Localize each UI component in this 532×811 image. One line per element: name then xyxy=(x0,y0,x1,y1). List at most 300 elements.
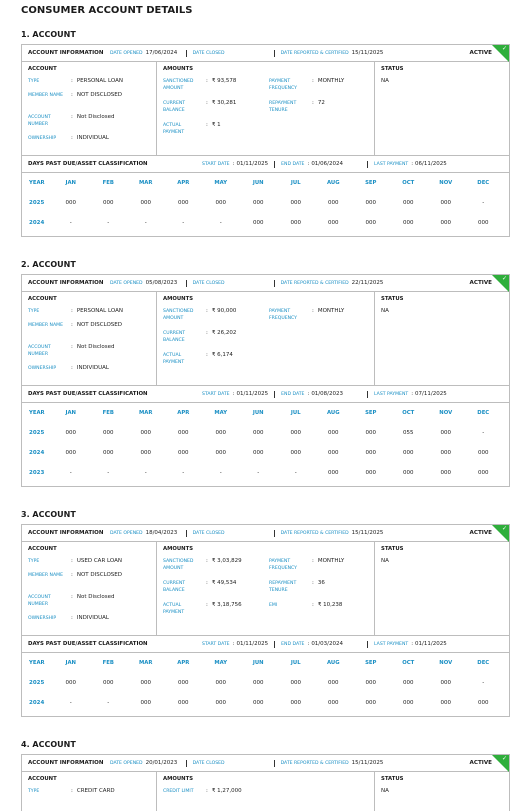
member-name-field-value: NOT DISCLOSED xyxy=(76,572,122,578)
grid-cell: 000 xyxy=(103,680,114,686)
colon: : xyxy=(312,100,314,106)
check-icon: ✓ xyxy=(501,45,507,52)
date-opened-value: 17/06/2024 xyxy=(145,50,178,56)
account-number-field-label: ACCOUNT NUMBER xyxy=(28,115,51,127)
ownership-field-label: OWNERSHIP xyxy=(28,616,57,621)
dpd-grid-row xyxy=(22,443,509,463)
grid-cell: 000 xyxy=(178,430,189,436)
grid-cell: 000 xyxy=(215,450,226,456)
type-field-value: CREDIT CARD xyxy=(76,788,115,794)
grid-header-cell: MAY xyxy=(214,410,228,416)
status-value: NA xyxy=(381,78,389,84)
grid-cell: - xyxy=(69,700,72,706)
date-closed-label: DATE CLOSED xyxy=(192,280,225,286)
grid-cell: 000 xyxy=(328,220,339,226)
grid-cell: 2024 xyxy=(29,700,45,706)
page-title: CONSUMER ACCOUNT DETAILS xyxy=(21,5,193,16)
ownership-field-label: OWNERSHIP xyxy=(28,136,57,141)
colon: : xyxy=(206,330,208,336)
grid-cell: 2025 xyxy=(29,680,45,686)
grid-cell: 000 xyxy=(65,200,76,206)
grid-cell: 000 xyxy=(365,470,376,476)
grid-cell: 000 xyxy=(215,700,226,706)
dpd-grid-row xyxy=(22,423,509,443)
current-balance-field-label: CURRENT BALANCE xyxy=(163,581,186,593)
grid-cell: 2024 xyxy=(29,220,45,226)
type-field xyxy=(28,308,123,315)
amounts-column xyxy=(157,542,375,635)
grid-cell: 000 xyxy=(140,700,151,706)
colon: : xyxy=(411,161,414,167)
account-information-title: ACCOUNT INFORMATION xyxy=(28,530,104,536)
separator xyxy=(274,530,275,537)
end-date-value: 01/06/2024 xyxy=(311,161,344,167)
grid-cell: 000 xyxy=(478,470,489,476)
grid-cell: 000 xyxy=(440,220,451,226)
amounts-column-title: AMOUNTS xyxy=(163,546,194,552)
grid-cell: 000 xyxy=(65,430,76,436)
emi-field-label: EMI xyxy=(269,603,278,608)
type-field-label: TYPE xyxy=(28,559,40,564)
colon: : xyxy=(312,580,314,586)
grid-header-cell: AUG xyxy=(326,660,340,666)
grid-cell: 000 xyxy=(328,200,339,206)
date-opened-label: DATE OPENED xyxy=(110,530,143,536)
separator xyxy=(274,391,275,398)
separator xyxy=(186,760,187,767)
grid-cell: - xyxy=(107,700,110,706)
start-date-value: 01/11/2025 xyxy=(236,161,269,167)
start-date-label: START DATE xyxy=(202,391,230,397)
actual-payment-field-label: ACTUAL PAYMENT xyxy=(163,123,185,135)
grid-cell: 000 xyxy=(403,200,414,206)
payment-frequency-field-value: MONTHLY xyxy=(317,78,345,84)
date-opened-value: 05/08/2023 xyxy=(145,280,178,286)
separator xyxy=(186,280,187,287)
grid-cell: 000 xyxy=(328,680,339,686)
grid-cell: 2025 xyxy=(29,430,45,436)
colon: : xyxy=(71,344,73,350)
repayment-tenure-field-value: 36 xyxy=(317,580,325,586)
ownership-field-value: INDIVIDUAL xyxy=(76,365,109,371)
type-field-label: TYPE xyxy=(28,309,40,314)
member-name-field xyxy=(28,92,122,99)
separator xyxy=(274,280,275,287)
grid-cell: 000 xyxy=(290,680,301,686)
colon: : xyxy=(312,558,314,564)
grid-cell: 000 xyxy=(365,700,376,706)
active-corner xyxy=(492,275,509,292)
dpd-grid-row xyxy=(22,673,509,693)
separator xyxy=(367,391,368,398)
separator xyxy=(274,760,275,767)
grid-header-cell: FEB xyxy=(102,180,114,186)
grid-cell: 000 xyxy=(478,700,489,706)
status-column-title: STATUS xyxy=(381,296,404,302)
grid-cell: 000 xyxy=(403,700,414,706)
last-payment-value: 01/11/2025 xyxy=(415,641,447,647)
date-reported-label: DATE REPORTED & CERTIFIED xyxy=(280,280,349,286)
emi-field-value: ₹ 10,238 xyxy=(317,602,343,608)
dpd-grid-row xyxy=(22,463,509,483)
account-column-title: ACCOUNT xyxy=(28,776,57,782)
date-closed-label: DATE CLOSED xyxy=(192,760,225,766)
colon: : xyxy=(71,788,73,794)
grid-cell: 000 xyxy=(253,450,264,456)
grid-header-cell: MAY xyxy=(214,660,228,666)
status-column-title: STATUS xyxy=(381,546,404,552)
grid-header-cell: YEAR xyxy=(29,180,45,186)
grid-cell: - xyxy=(69,470,72,476)
grid-cell: 000 xyxy=(365,200,376,206)
colon: : xyxy=(71,594,73,600)
grid-cell: 000 xyxy=(440,430,451,436)
status-badge: ACTIVE xyxy=(469,280,492,286)
account-column xyxy=(22,772,157,811)
grid-header-cell: APR xyxy=(177,660,190,666)
account-information-title: ACCOUNT INFORMATION xyxy=(28,50,104,56)
grid-cell: 000 xyxy=(328,430,339,436)
grid-cell: 000 xyxy=(253,430,264,436)
dpd-grid-row xyxy=(22,213,509,233)
colon: : xyxy=(206,558,208,564)
emi-field xyxy=(269,602,342,609)
grid-cell: 000 xyxy=(103,200,114,206)
type-field xyxy=(28,788,115,795)
grid-cell: 000 xyxy=(365,430,376,436)
grid-cell: 2024 xyxy=(29,450,45,456)
colon: : xyxy=(206,580,208,586)
grid-cell: 000 xyxy=(253,700,264,706)
grid-header-cell: APR xyxy=(177,410,190,416)
separator xyxy=(367,161,368,168)
account-card xyxy=(21,44,510,237)
grid-header-cell: FEB xyxy=(102,660,114,666)
active-corner xyxy=(492,525,509,542)
section-heading: 4. ACCOUNT xyxy=(21,740,76,749)
grid-cell: 000 xyxy=(403,450,414,456)
grid-header-cell: JUN xyxy=(252,410,264,416)
end-date-label: END DATE xyxy=(281,641,305,647)
days-past-due-title: DAYS PAST DUE/ASSET CLASSIFICATION xyxy=(28,161,148,167)
grid-cell: - xyxy=(182,220,185,226)
date-reported-label: DATE REPORTED & CERTIFIED xyxy=(280,530,349,536)
grid-cell: 000 xyxy=(403,680,414,686)
grid-header-cell: DEC xyxy=(477,180,490,186)
dpd-grid-header-row xyxy=(22,403,509,423)
status-badge: ACTIVE xyxy=(469,50,492,56)
end-date-label: END DATE xyxy=(281,161,305,167)
account-number-field xyxy=(28,114,115,128)
colon: : xyxy=(232,391,235,397)
member-name-field xyxy=(28,572,122,579)
sanctioned-amount-field-label: SANCTIONED AMOUNT xyxy=(163,559,194,571)
account-number-field-value: Not Disclosed xyxy=(76,344,115,350)
grid-header-cell: DEC xyxy=(477,660,490,666)
separator xyxy=(274,641,275,648)
account-information-header xyxy=(22,275,509,292)
grid-cell: 000 xyxy=(290,430,301,436)
grid-cell: 000 xyxy=(440,700,451,706)
account-details-grid xyxy=(22,62,509,156)
member-name-field xyxy=(28,322,122,329)
ownership-field-value: INDIVIDUAL xyxy=(76,135,109,141)
grid-header-cell: JUL xyxy=(290,410,301,416)
account-number-field-label: ACCOUNT NUMBER xyxy=(28,345,51,357)
date-opened-value: 20/01/2023 xyxy=(145,760,178,766)
grid-cell: - xyxy=(294,470,297,476)
repayment-tenure-field xyxy=(269,100,325,114)
type-field-label: TYPE xyxy=(28,79,40,84)
status-column-title: STATUS xyxy=(381,776,404,782)
account-column xyxy=(22,62,157,155)
dpd-grid-row xyxy=(22,693,509,713)
grid-cell: 2025 xyxy=(29,200,45,206)
grid-header-cell: JUN xyxy=(252,180,264,186)
colon: : xyxy=(71,114,73,120)
grid-cell: 000 xyxy=(365,220,376,226)
grid-cell: 000 xyxy=(365,680,376,686)
colon: : xyxy=(206,602,208,608)
amounts-column xyxy=(157,292,375,385)
last-payment-label: LAST PAYMENT xyxy=(374,641,409,647)
grid-header-cell: SEP xyxy=(365,410,377,416)
grid-cell: - xyxy=(257,470,260,476)
separator xyxy=(186,50,187,57)
sanctioned-amount-field-value: ₹ 3,03,829 xyxy=(211,558,242,564)
grid-cell: 000 xyxy=(290,220,301,226)
last-payment-label: LAST PAYMENT xyxy=(374,391,409,397)
account-information-title: ACCOUNT INFORMATION xyxy=(28,280,104,286)
date-closed-label: DATE CLOSED xyxy=(192,50,225,56)
repayment-tenure-field-label: REPAYMENT TENURE xyxy=(269,581,297,593)
grid-header-cell: OCT xyxy=(402,410,415,416)
section-heading: 2. ACCOUNT xyxy=(21,260,76,269)
separator xyxy=(274,50,275,57)
grid-cell: 000 xyxy=(328,470,339,476)
section-heading: 3. ACCOUNT xyxy=(21,510,76,519)
account-card xyxy=(21,754,510,811)
date-reported-label: DATE REPORTED & CERTIFIED xyxy=(280,50,349,56)
payment-frequency-field-value: MONTHLY xyxy=(317,558,345,564)
current-balance-field xyxy=(163,330,236,344)
grid-cell: 000 xyxy=(215,200,226,206)
account-number-field xyxy=(28,594,115,608)
payment-frequency-field-value: MONTHLY xyxy=(317,308,345,314)
sanctioned-amount-field xyxy=(163,308,236,322)
member-name-field-value: NOT DISCLOSED xyxy=(76,92,122,98)
grid-header-cell: YEAR xyxy=(29,660,45,666)
colon: : xyxy=(232,161,235,167)
colon: : xyxy=(71,308,73,314)
colon: : xyxy=(71,322,73,328)
repayment-tenure-field-label: REPAYMENT TENURE xyxy=(269,101,297,113)
colon: : xyxy=(206,122,208,128)
sanctioned-amount-field-label: SANCTIONED AMOUNT xyxy=(163,79,194,91)
grid-cell: 000 xyxy=(440,200,451,206)
status-column-title: STATUS xyxy=(381,66,404,72)
days-past-due-header xyxy=(22,386,509,403)
amounts-column-title: AMOUNTS xyxy=(163,296,194,302)
grid-cell: 000 xyxy=(403,220,414,226)
sanctioned-amount-field xyxy=(163,558,242,572)
grid-cell: - xyxy=(69,220,72,226)
credit-limit-field xyxy=(163,788,242,795)
date-reported-value: 15/11/2025 xyxy=(351,760,384,766)
status-column xyxy=(375,292,509,385)
grid-header-cell: NOV xyxy=(439,660,453,666)
check-icon: ✓ xyxy=(501,525,507,532)
check-icon: ✓ xyxy=(501,755,507,762)
grid-header-cell: AUG xyxy=(326,180,340,186)
grid-header-cell: OCT xyxy=(402,660,415,666)
start-date-value: 01/11/2025 xyxy=(236,641,269,647)
end-date-value: 01/03/2024 xyxy=(311,641,344,647)
colon: : xyxy=(71,92,73,98)
current-balance-field-label: CURRENT BALANCE xyxy=(163,331,186,343)
type-field-value: PERSONAL LOAN xyxy=(76,308,123,314)
grid-cell: 000 xyxy=(440,470,451,476)
last-payment-value: 07/11/2025 xyxy=(415,391,447,397)
current-balance-field-value: ₹ 30,281 xyxy=(211,100,237,106)
grid-header-cell: JAN xyxy=(65,180,76,186)
grid-cell: - xyxy=(144,220,147,226)
ownership-field xyxy=(28,615,109,622)
active-corner xyxy=(492,45,509,62)
grid-header-cell: SEP xyxy=(365,180,377,186)
grid-header-cell: FEB xyxy=(102,410,114,416)
colon: : xyxy=(312,78,314,84)
type-field xyxy=(28,78,123,85)
payment-frequency-field-label: PAYMENT FREQUENCY xyxy=(269,79,297,91)
grid-cell: - xyxy=(482,680,485,686)
account-column-title: ACCOUNT xyxy=(28,66,57,72)
account-column-title: ACCOUNT xyxy=(28,546,57,552)
actual-payment-field-label: ACTUAL PAYMENT xyxy=(163,603,185,615)
grid-header-cell: DEC xyxy=(477,410,490,416)
status-value: NA xyxy=(381,308,389,314)
grid-cell: 000 xyxy=(403,470,414,476)
current-balance-field-value: ₹ 49,534 xyxy=(211,580,237,586)
grid-cell: 000 xyxy=(215,430,226,436)
actual-payment-field-value: ₹ 3,18,756 xyxy=(211,602,242,608)
account-column-title: ACCOUNT xyxy=(28,296,57,302)
section-heading: 1. ACCOUNT xyxy=(21,30,76,39)
grid-cell: 000 xyxy=(328,450,339,456)
current-balance-field xyxy=(163,580,236,594)
days-past-due-header xyxy=(22,156,509,173)
payment-frequency-field-label: PAYMENT FREQUENCY xyxy=(269,559,297,571)
grid-header-cell: MAR xyxy=(139,180,153,186)
grid-cell: - xyxy=(144,470,147,476)
grid-header-cell: JUN xyxy=(252,660,264,666)
grid-cell: 000 xyxy=(253,680,264,686)
member-name-field-value: NOT DISCLOSED xyxy=(76,322,122,328)
account-information-title: ACCOUNT INFORMATION xyxy=(28,760,104,766)
date-reported-value: 22/11/2025 xyxy=(351,280,384,286)
grid-cell: 000 xyxy=(140,680,151,686)
grid-cell: 000 xyxy=(290,700,301,706)
actual-payment-field xyxy=(163,602,242,616)
colon: : xyxy=(307,641,310,647)
payment-frequency-field xyxy=(269,558,344,572)
separator xyxy=(367,641,368,648)
grid-cell: 000 xyxy=(478,220,489,226)
dpd-grid-header-row xyxy=(22,653,509,673)
start-date-value: 01/11/2025 xyxy=(236,391,269,397)
grid-cell: 000 xyxy=(178,700,189,706)
actual-payment-field xyxy=(163,352,233,366)
grid-cell: 000 xyxy=(140,450,151,456)
start-date-label: START DATE xyxy=(202,641,230,647)
dpd-grid-row xyxy=(22,193,509,213)
current-balance-field xyxy=(163,100,236,114)
grid-cell: 000 xyxy=(215,680,226,686)
status-column xyxy=(375,542,509,635)
amounts-column xyxy=(157,62,375,155)
ownership-field xyxy=(28,135,109,142)
current-balance-field-label: CURRENT BALANCE xyxy=(163,101,186,113)
account-number-field-label: ACCOUNT NUMBER xyxy=(28,595,51,607)
grid-cell: - xyxy=(482,430,485,436)
grid-cell: 000 xyxy=(178,680,189,686)
actual-payment-field-label: ACTUAL PAYMENT xyxy=(163,353,185,365)
colon: : xyxy=(206,308,208,314)
grid-header-cell: APR xyxy=(177,180,190,186)
date-reported-value: 15/11/2025 xyxy=(351,50,384,56)
separator xyxy=(186,530,187,537)
separator xyxy=(274,161,275,168)
grid-cell: 000 xyxy=(290,200,301,206)
current-balance-field-value: ₹ 26,202 xyxy=(211,330,237,336)
colon: : xyxy=(71,615,73,621)
grid-header-cell: YEAR xyxy=(29,410,45,416)
colon: : xyxy=(206,352,208,358)
grid-cell: 000 xyxy=(253,220,264,226)
payment-frequency-field xyxy=(269,308,344,322)
repayment-tenure-field xyxy=(269,580,325,594)
amounts-column-title: AMOUNTS xyxy=(163,776,194,782)
grid-header-cell: SEP xyxy=(365,660,377,666)
account-card xyxy=(21,524,510,717)
repayment-tenure-field-value: 72 xyxy=(317,100,325,106)
grid-cell: 000 xyxy=(440,450,451,456)
actual-payment-field xyxy=(163,122,221,136)
grid-cell: 000 xyxy=(140,430,151,436)
type-field xyxy=(28,558,122,565)
sanctioned-amount-field xyxy=(163,78,236,92)
colon: : xyxy=(71,78,73,84)
ownership-field xyxy=(28,365,109,372)
last-payment-value: 06/11/2025 xyxy=(415,161,447,167)
amounts-column xyxy=(157,772,375,811)
account-number-field-value: Not Disclosed xyxy=(76,594,115,600)
grid-cell: - xyxy=(219,220,222,226)
account-information-header xyxy=(22,525,509,542)
date-opened-label: DATE OPENED xyxy=(110,280,143,286)
member-name-field-label: MEMBER NAME xyxy=(28,93,63,98)
date-reported-value: 15/11/2025 xyxy=(351,530,384,536)
grid-header-cell: MAR xyxy=(139,410,153,416)
date-opened-value: 18/04/2023 xyxy=(145,530,178,536)
type-field-value: PERSONAL LOAN xyxy=(76,78,123,84)
grid-cell: 000 xyxy=(253,200,264,206)
grid-cell: 000 xyxy=(178,200,189,206)
grid-header-cell: NOV xyxy=(439,180,453,186)
grid-cell: 000 xyxy=(140,200,151,206)
grid-cell: - xyxy=(482,200,485,206)
grid-header-cell: MAY xyxy=(214,180,228,186)
